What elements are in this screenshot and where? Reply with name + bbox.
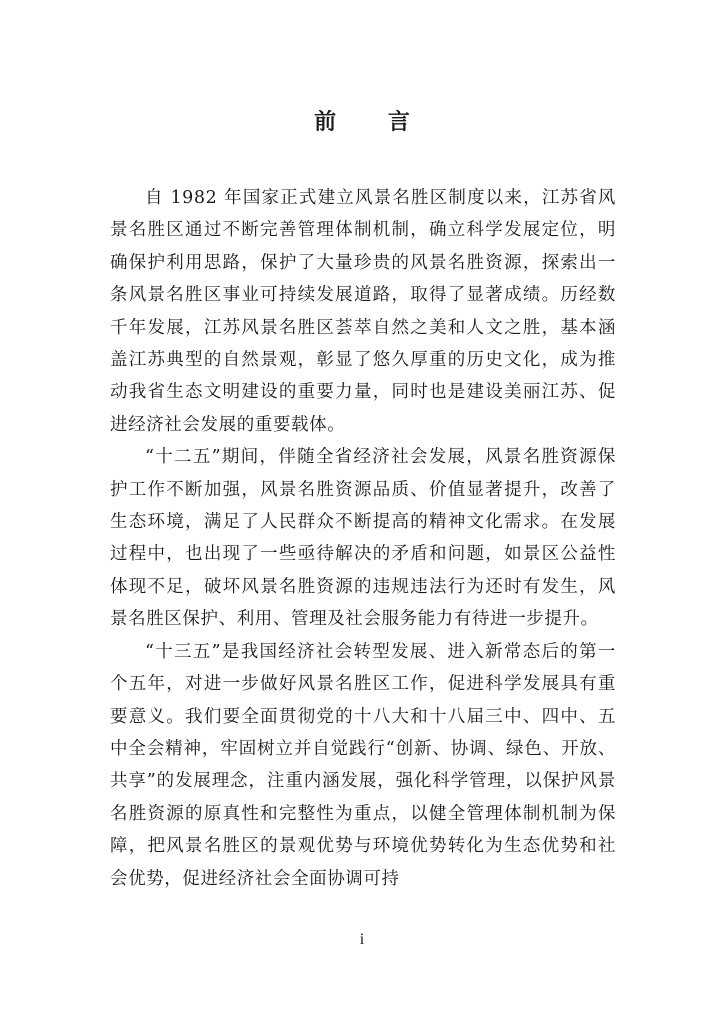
paragraph-2: “十二五”期间，伴随全省经济社会发展，风景名胜资源保护工作不断加强，风景名胜资源品质、价值显著提升，改善了生态环境，满足了人民群众不断提高的精神文化需求。在发展过程中，也出现了一些亟待解决的矛盾和问题，如景区公益性体现不足，破坏风景名胜资源的违规违法行为还时有发生，风景名胜区保护、利用、管理及社会服务能力有待进一步提升。 xyxy=(110,447,616,630)
paragraph-1: 自 1982 年国家正式建立风景名胜区制度以来，江苏省风景名胜区通过不断完善管理体制机制，确立科学发展定位，明确保护利用思路，保护了大量珍贵的风景名胜资源，探索出一条风景名胜区事业可持续发展道路，取得了显著成绩。历经数千年发展，江苏风景名胜区荟萃自然之美和人文之胜，基本涵盖江苏典型的自然景观，彰显了悠久厚重的历史文化，成为推动我省生态文明建设的重要力量，同时也是建设美丽江苏、促进经济社会发展的重要载体。 xyxy=(110,188,616,435)
page-title: 前 言 xyxy=(314,109,432,135)
body-text xyxy=(110,182,616,895)
paragraph-3: “十三五”是我国经济社会转型发展、进入新常态后的第一个五年，对进一步做好风景名胜区工作，促进科学发展具有重要意义。我们要全面贯彻党的十八大和十八届三中、四中、五中全会精神，牢固树立并自觉践行“创新、协调、绿色、开放、共享”的发展理念，注重内涵发展，强化科学管理，以保护风景名胜资源的原真性和完整性为重点，以健全管理体制机制为保障，把风景名胜区的景观优势与环境优势转化为生态优势和社会优势，促进经济社会全面协调可持 xyxy=(110,641,616,889)
page-number: i xyxy=(359,931,365,948)
